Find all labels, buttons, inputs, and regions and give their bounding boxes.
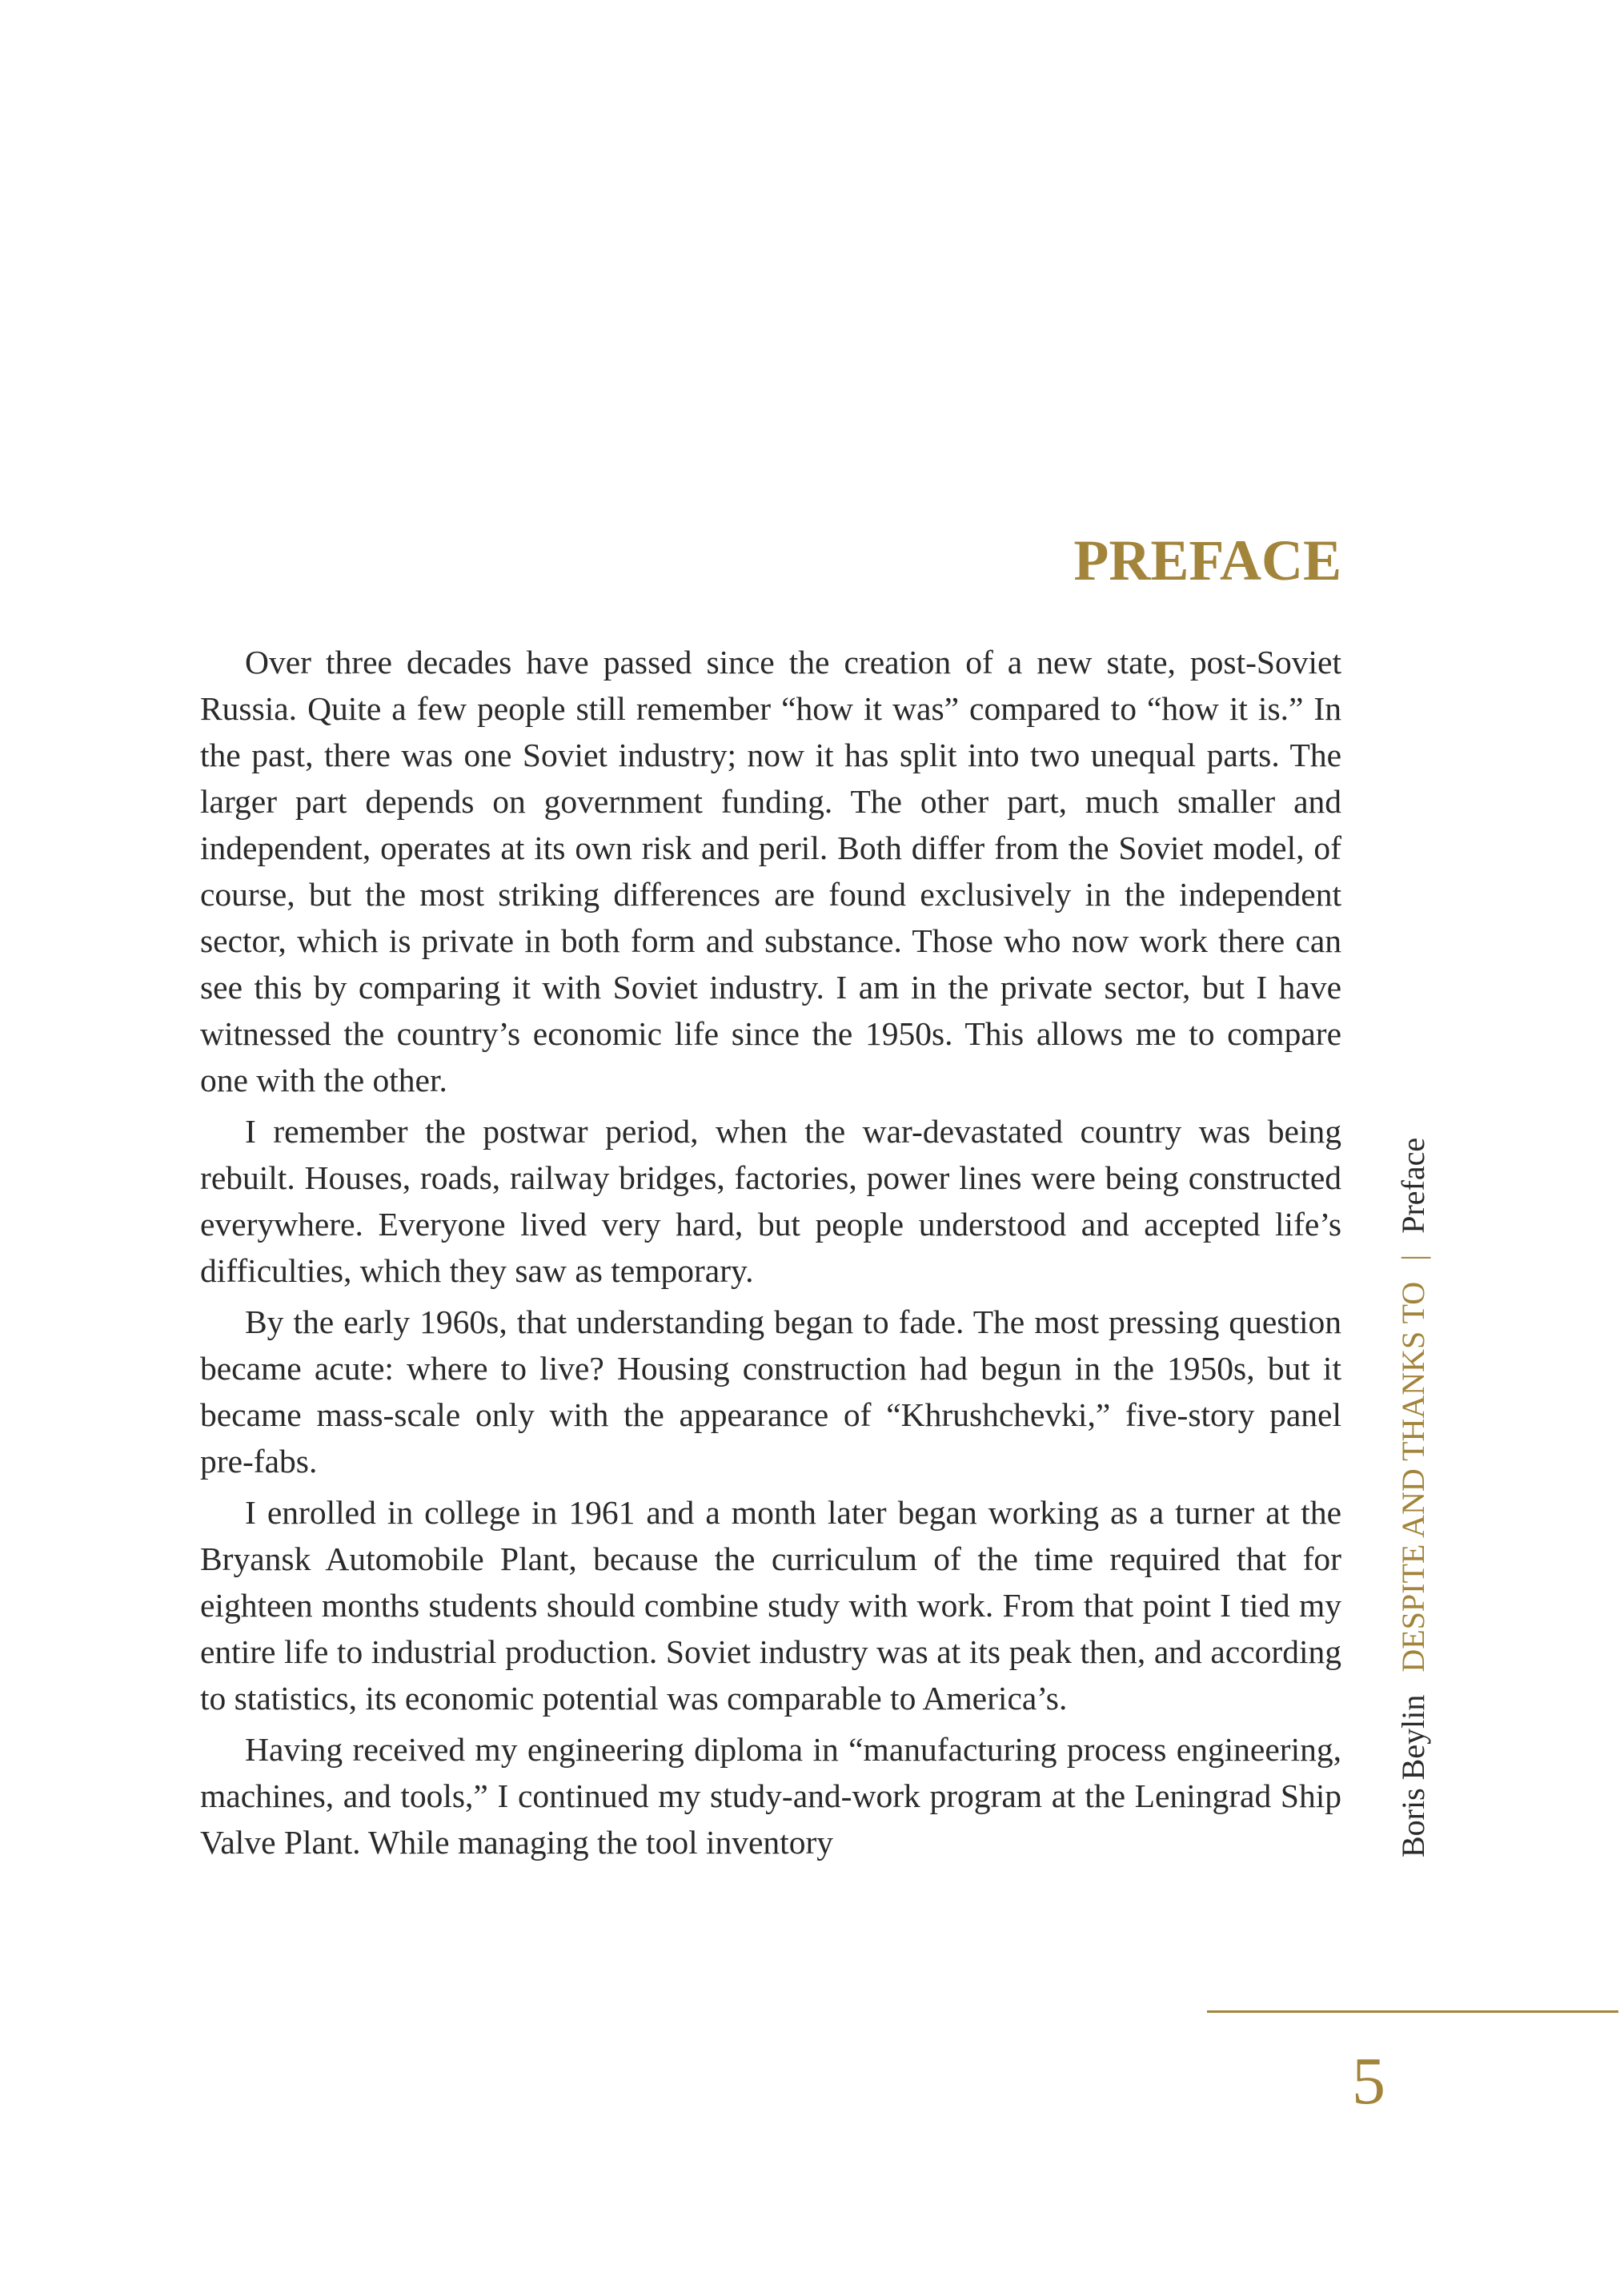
paragraph: I remember the postwar period, when the war-devastated country was being rebuilt. Houses, roads, railway bridges, factories, power lines were being constructed everywhere. Everyone lived very hard, but people understood and accepted life’s difficulties, which they saw as temporary. <box>200 1113 1341 1289</box>
running-head-separator: | <box>1395 1254 1431 1261</box>
paragraph: Over three decades have passed since the creation of a new state, post-Soviet Russia. Quite a few people still remember “how it was” compared to “how it is.” In the past, there was one Soviet industry; now it has split into two unequal parts. The larger part depends on government funding. The other part, much smaller and independent, operates at its own risk and peril. Both differ from the Soviet model, of course, but the most striking differences are found exclusively in the independent sector, which is private in both form and substance. Those who now work there can see this by comparing it with Soviet industry. I am in the private sector, but I have witnessed the country’s economic life since the 1950s. This allows me to compare one with the other. <box>200 644 1341 1098</box>
body-text <box>200 639 1341 1870</box>
paragraph: By the early 1960s, that understanding began to fade. The most pressing question became acute: where to live? Housing construction had begun in the 1950s, but it became mass-scale only with the appearance of “Khrushchevki,” five-story panel pre-fabs. <box>200 1303 1341 1480</box>
footer-rule <box>1207 2010 1618 2013</box>
running-head-book-title: DESPITE AND THANKS TO <box>1395 1281 1431 1673</box>
running-head <box>1391 1004 1436 1857</box>
running-head-author: Boris Beylin <box>1395 1694 1431 1857</box>
paragraph: Having received my engineering diploma in “manufacturing process engineering, machines, and tools,” I continued my study-and-work program at the Leningrad Ship Valve Plant. While managing the tool inventory <box>200 1731 1341 1861</box>
chapter-title: PREFACE <box>1073 528 1341 592</box>
paragraph: I enrolled in college in 1961 and a month later began working as a turner at the Bryansk Automobile Plant, because the curriculum of the time required that for eighteen months students should combine study with work. From that point I tied my entire life to industrial production. Soviet industry was at its peak then, and according to statistics, its economic potential was comparable to America’s. <box>200 1494 1341 1717</box>
page-number: 5 <box>1352 2044 1385 2118</box>
running-head-chapter: Preface <box>1395 1137 1431 1234</box>
